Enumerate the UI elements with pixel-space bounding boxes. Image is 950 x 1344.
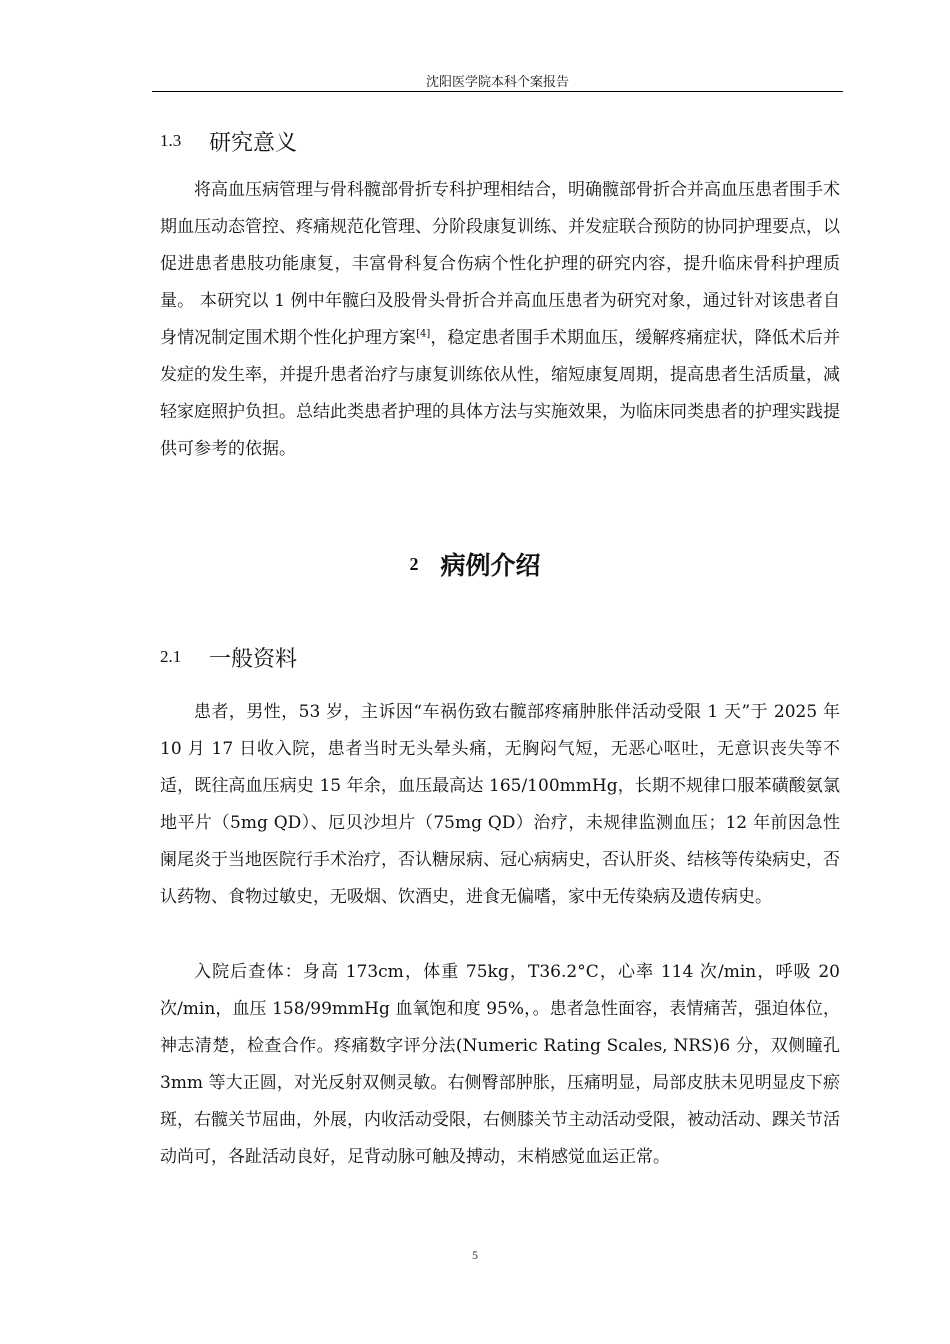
citation: [4] (416, 328, 431, 340)
page-number: 5 (472, 1248, 478, 1262)
paragraph-general-info: 患者，男性，53 岁，主诉因“车祸伤致右髋部疼痛肿胀伴活动受限 1 天”于 2025 年 10 月 17 日收入院，患者当时无头晕头痛，无胸闷气短，无恶心呕吐，无意识丧失等不适，既往高血压病史 15 年余，血压最高达 165/100mmHg，长期不规律口服苯磺酸氨氯地平片（5mg QD）、厄贝沙坦片（75mg QD）治疗，未规律监测血压；12 年前因急性阑尾炎于当地医院行手术治疗，否认糖尿病、冠心病病史，否认肝炎、结核等传染病史，否认药物、食物过敏史，无吸烟、饮酒史，进食无偏嗜，家中无传染病及遗传病史。 (160, 702, 840, 907)
section-number: 2.1 (160, 647, 182, 666)
section-heading-2-1 (160, 640, 297, 674)
chapter-number: 2 (409, 553, 419, 574)
section-heading-1-3 (160, 124, 297, 158)
chapter-heading-2 (0, 546, 950, 582)
paragraph-research-significance (160, 172, 840, 468)
paragraph-physical-exam: 入院后查体：身高 173cm，体重 75kg，T36.2°C，心率 114 次/min，呼吸 20 次/min，血压 158/99mmHg 血氧饱和度 95%，。患者急性面容，表情痛苦，强迫体位，神志清楚，检查合作。疼痛数字评分法(Numeric Rating Scales, NRS)6 分，双侧瞳孔 3mm 等大正圆，对光反射双侧灵敏。右侧臀部肿胀，压痛明显，局部皮肤未见明显皮下瘀斑，右髋关节屈曲，外展，内收活动受限，右侧膝关节主动活动受限，被动活动、踝关节活动尚可，各趾活动良好，足背动脉可触及搏动，末梢感觉血运正常。 (160, 962, 840, 1167)
chapter-title: 病例介绍 (440, 551, 541, 580)
section-title: 研究意义 (209, 130, 298, 156)
section-number: 1.3 (160, 131, 182, 150)
paragraph-text: ，稳定患者围手术期血压，缓解疼痛症状，降低术后并发症的发生率，并提升患者治疗与康复训练依从性，缩短康复周期，提高患者生活质量，减轻家庭照护负担。总结此类患者护理的具体方法与实施效果，为临床同类患者的护理实践提供可参考的依据。 (160, 328, 841, 459)
header-rule (152, 91, 843, 92)
running-header: 沈阳医学院本科个案报告 (425, 75, 569, 90)
paragraph-text: 将高血压病管理与骨科髋部骨折专科护理相结合，明确髋部骨折合并高血压患者围手术期血压动态管控、疼痛规范化管理、分阶段康复训练、并发症联合预防的协同护理要点，以促进患者患肢功能康复，丰富骨科复合伤病个性化护理的研究内容，提升临床骨科护理质量。 本研究以 1 例中年髋臼及股骨头骨折合并高血压患者为研究对象，通过针对该患者自身情况制定围术期个性化护理方案 (160, 180, 840, 348)
section-title: 一般资料 (209, 646, 298, 672)
